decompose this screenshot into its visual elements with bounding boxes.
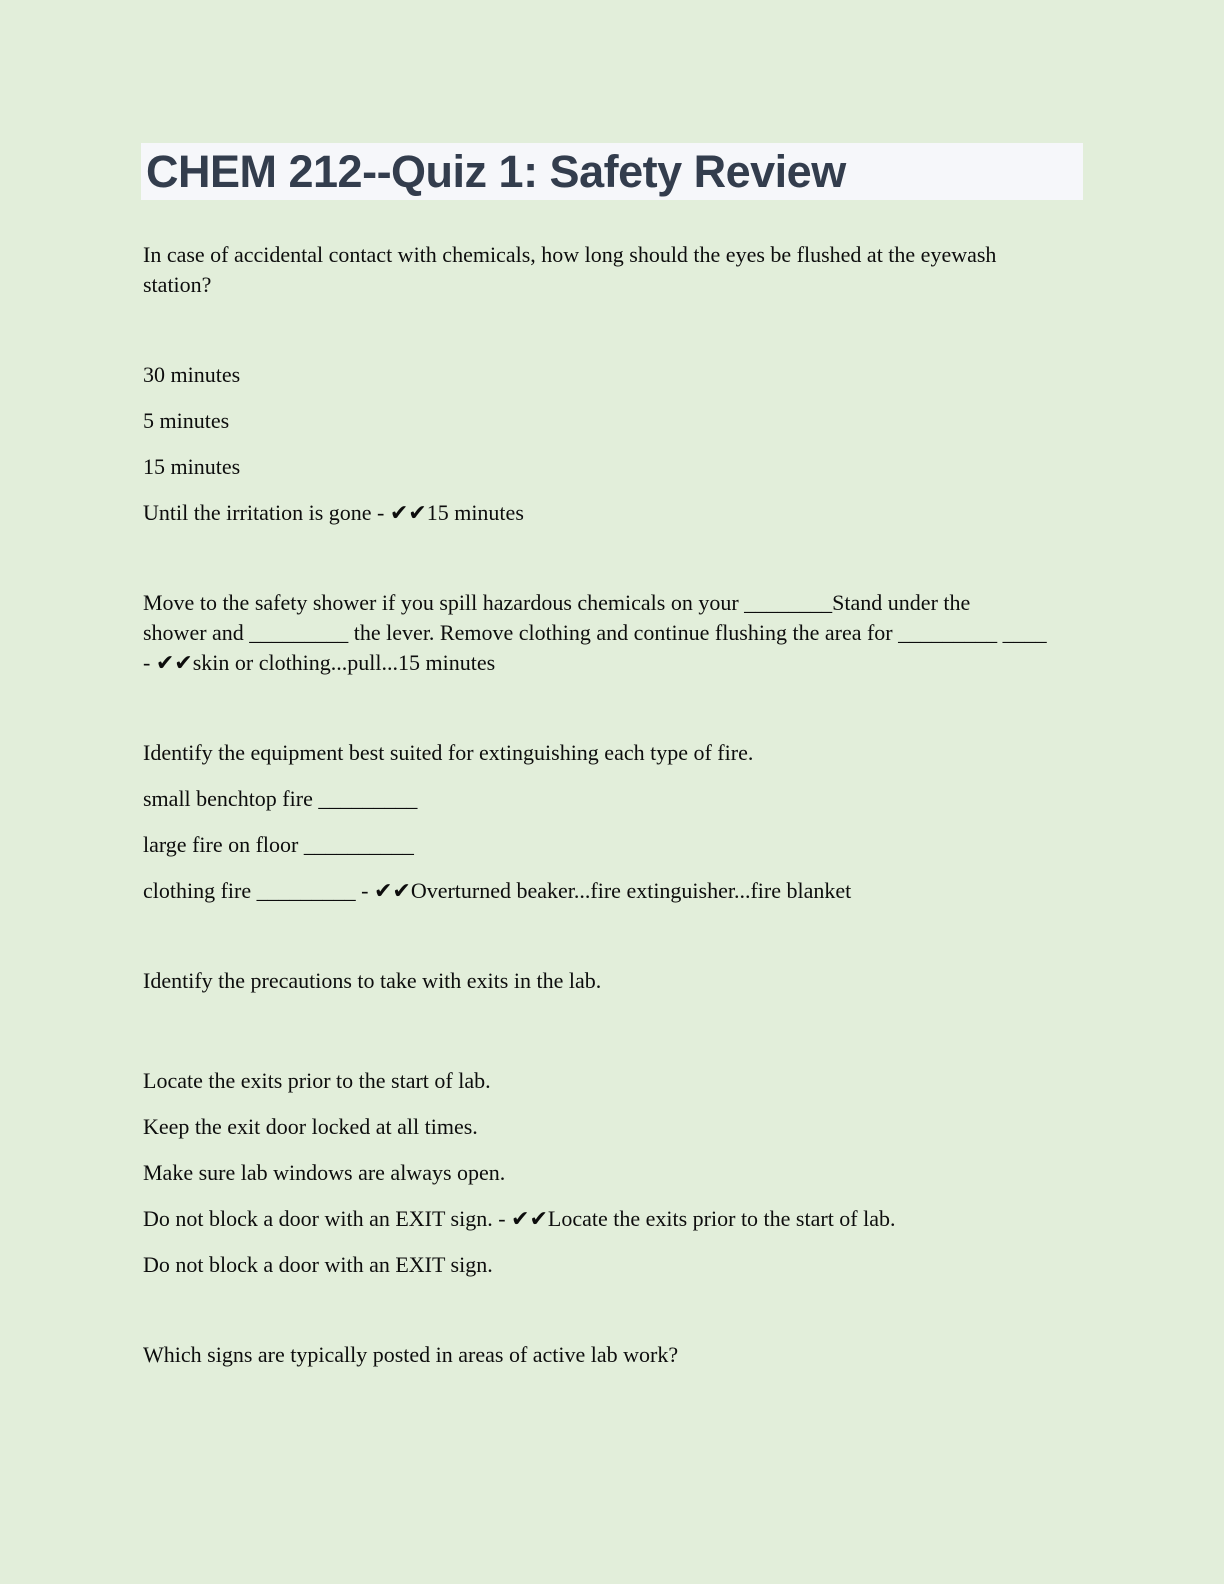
question-1-option-2: 5 minutes [143, 408, 230, 433]
question-4-option-2: Keep the exit door locked at all times. [143, 1114, 478, 1139]
question-3-prompt: Identify the equipment best suited for extinguishing each type of fire. [143, 740, 754, 765]
question-4-option-4: Do not block a door with an EXIT sign. [143, 1252, 493, 1277]
question-1-option-1: 30 minutes [143, 362, 241, 387]
question-2-line-3: - ✔✔skin or clothing...pull...15 minutes [143, 650, 496, 675]
question-2-line-2: shower and _________ the lever. Remove clothing and continue flushing the area for _________ ____ [143, 620, 1047, 645]
question-3-item-2: large fire on floor __________ [143, 832, 414, 857]
question-1-prompt-line-2: station? [143, 272, 212, 297]
question-4-prompt: Identify the precautions to take with exits in the lab. [143, 968, 602, 993]
question-4-option-1: Locate the exits prior to the start of lab. [143, 1068, 491, 1093]
question-5-prompt: Which signs are typically posted in areas of active lab work? [143, 1342, 679, 1367]
title-highlight-band [141, 143, 1083, 200]
question-4-answer: Do not block a door with an EXIT sign. - ✔✔Locate the exits prior to the start of lab. [143, 1206, 896, 1231]
question-1-option-3: 15 minutes [143, 454, 241, 479]
question-2-line-1: Move to the safety shower if you spill hazardous chemicals on your ________Stand under the [143, 590, 971, 615]
question-1-prompt-line-1: In case of accidental contact with chemicals, how long should the eyes be flushed at the eyewash [143, 242, 997, 267]
question-3-item-1: small benchtop fire _________ [143, 786, 418, 811]
question-3-answer: clothing fire _________ - ✔✔Overturned beaker...fire extinguisher...fire blanket [143, 878, 852, 903]
question-1-answer: Until the irritation is gone - ✔✔15 minutes [143, 500, 524, 525]
question-4-option-3: Make sure lab windows are always open. [143, 1160, 506, 1185]
page-title: CHEM 212--Quiz 1: Safety Review [146, 146, 846, 197]
